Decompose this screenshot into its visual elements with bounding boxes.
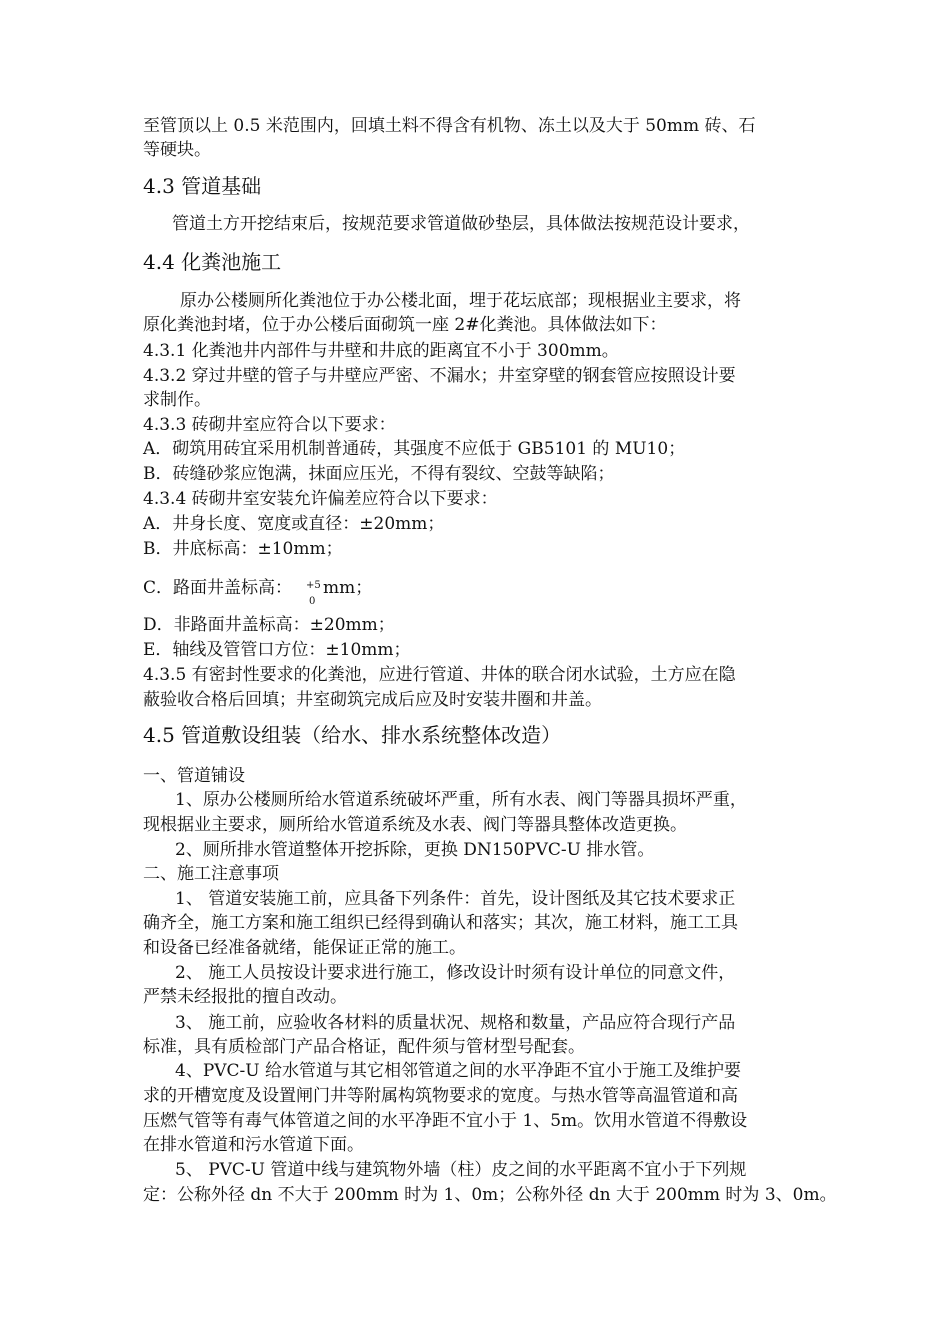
paragraph-line: 等硬块。 [143,140,211,160]
paragraph-line: 和设备已经准备就绪，能保证正常的施工。 [143,938,466,958]
list-item-a: A．砌筑用砖宜采用机制普通砖，其强度不应低于 GB5101 的 MU10； [143,439,686,459]
paragraph-line: 管道土方开挖结束后，按规范要求管道做砂垫层，具体做法按规范设计要求， [172,214,750,234]
paragraph-line: 蔽验收合格后回填；井室砌筑完成后应及时安装井圈和井盖。 [143,690,602,710]
tolerance-lower: 0 [309,596,316,607]
paragraph-line: 3、 施工前，应验收各材料的质量状况、规格和数量，产品应符合现行产品 [175,1013,736,1033]
section-heading-4-3: 4.3 管道基础 [143,174,262,198]
paragraph-line: 1、原办公楼厕所给水管道系统破坏严重，所有水表、阀门等器具损坏严重， [175,790,747,810]
paragraph-line: 4.3.2 穿过井壁的管子与井壁应严密、不漏水；井室穿壁的钢套管应按照设计要 [143,366,736,386]
paragraph-line: 4.3.5 有密封性要求的化粪池，应进行管道、井体的联合闭水试验，土方应在隐 [143,665,736,685]
section-heading-4-5: 4.5 管道敷设组装（给水、排水系统整体改造） [143,723,562,747]
paragraph-line: 4、PVC-U 给水管道与其它相邻管道之间的水平净距不宜小于施工及维护要 [175,1061,742,1081]
list-item-c-label: C．路面井盖标高： [143,578,293,598]
paragraph-line: 定：公称外径 dn 不大于 200mm 时为 1、0m；公称外径 dn 大于 200mm 时为 3、0m。 [143,1185,837,1205]
paragraph-line: 至管顶以上 0.5 米范围内，回填土料不得含有机物、冻土以及大于 50mm 砖、石 [143,116,756,136]
paragraph-line: 5、 PVC-U 管道中线与建筑物外墙（柱）皮之间的水平距离不宜小于下列规 [175,1160,747,1180]
tolerance-upper: +5 [306,580,321,591]
list-item-b: B．砖缝砂浆应饱满，抹面应压光，不得有裂纹、空鼓等缺陷； [143,464,615,484]
paragraph-line: 求制作。 [143,390,211,410]
paragraph-line: 确齐全，施工方案和施工组织已经得到确认和落实；其次，施工材料，施工工具 [143,913,738,933]
section-heading-4-4: 4.4 化粪池施工 [143,250,282,274]
paragraph-line: 标准，具有质检部门产品合格证，配件须与管材型号配套。 [143,1037,585,1057]
subheading-construction-notes: 二、施工注意事项 [143,864,279,884]
paragraph-line: 4.3.1 化粪池井内部件与井壁和井底的距离宜不小于 300mm。 [143,341,619,361]
paragraph-line: 压燃气管等有毒气体管道之间的水平净距不宜小于 1、5m。饮用水管道不得敷设 [143,1111,748,1131]
paragraph-line: 现根据业主要求，厕所给水管道系统及水表、阀门等器具整体改造更换。 [143,815,687,835]
tolerance-unit: mm； [323,578,373,598]
paragraph-line: 2、厕所排水管道整体开挖拆除，更换 DN150PVC-U 排水管。 [175,840,655,860]
list-item-e: E．轴线及管管口方位：±10mm； [143,640,411,660]
list-item-b: B．井底标高：±10mm； [143,539,343,559]
paragraph-line: 1、 管道安装施工前，应具备下列条件：首先，设计图纸及其它技术要求正 [175,889,736,909]
list-item-a: A．井身长度、宽度或直径：±20mm； [143,514,445,534]
list-item-c [143,576,823,600]
paragraph-line: 原化粪池封堵，位于办公楼后面砌筑一座 2#化粪池。具体做法如下： [143,315,667,335]
subheading-pipe-laying: 一、管道铺设 [143,766,245,786]
paragraph-line: 2、 施工人员按设计要求进行施工，修改设计时须有设计单位的同意文件， [175,963,736,983]
paragraph-line: 求的开槽宽度及设置闸门井等附属构筑物要求的宽度。与热水管等高温管道和高 [143,1086,738,1106]
paragraph-line: 4.3.3 砖砌井室应符合以下要求： [143,415,396,435]
paragraph-line: 在排水管道和污水管道下面。 [143,1135,364,1155]
list-item-d: D．非路面井盖标高：±20mm； [143,615,395,635]
paragraph-line: 原办公楼厕所化粪池位于办公楼北面，埋于花坛底部；现根据业主要求，将 [180,291,741,311]
paragraph-line: 严禁未经报批的擅自改动。 [143,987,347,1007]
paragraph-line: 4.3.4 砖砌井室安装允许偏差应符合以下要求： [143,489,498,509]
